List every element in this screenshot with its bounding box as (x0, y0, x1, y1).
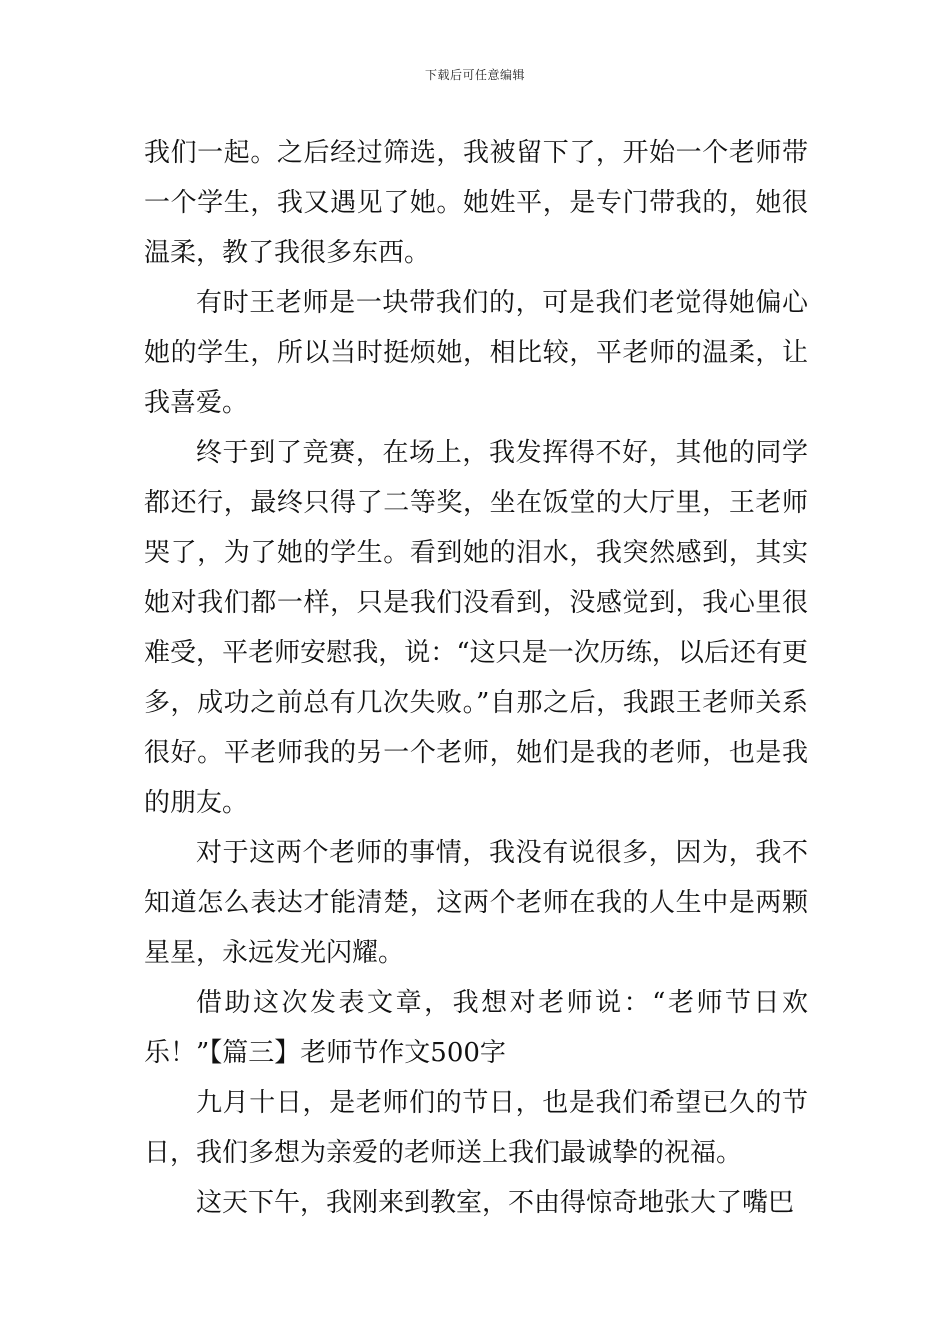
paragraph-6: 九月十日，是老师们的节日，也是我们希望已久的节日，我们多想为亲爱的老师送上我们最诚挚的祝福。 (144, 1088, 808, 1168)
paragraph-2: 有时王老师是一块带我们的，可是我们老觉得她偏心她的学生，所以当时挺烦她，相比较，平老师的温柔，让我喜爱。 (144, 288, 808, 418)
paragraph-7: 这天下午，我刚来到教室，不由得惊奇地张大了嘴巴 (196, 1188, 795, 1218)
page-header: 下载后可任意编辑 (424, 68, 525, 82)
paragraph-1: 我们一起。之后经过筛选，我被留下了，开始一个老师带一个学生，我又遇见了她。她姓平，是专门带我的，她很温柔，教了我很多东西。 (144, 138, 808, 268)
paragraph-5: 借助这次发表文章，我想对老师说：“老师节日欢乐！”【篇三】老师节作文500字 (144, 988, 808, 1068)
paragraph-3: 终于到了竞赛，在场上，我发挥得不好，其他的同学都还行，最终只得了二等奖，坐在饭堂的大厅里，王老师哭了，为了她的学生。看到她的泪水，我突然感到，其实她对我们都一样，只是我们没看到，没感觉到，我心里很难受，平老师安慰我，说：“这只是一次历练，以后还有更多，成功之前总有几次失败。”自那之后，我跟王老师关系很好。平老师我的另一个老师，她们是我的老师，也是我的朋友。 (144, 438, 808, 818)
paragraph-4: 对于这两个老师的事情，我没有说很多，因为，我不知道怎么表达才能清楚，这两个老师在我的人生中是两颗星星，永远发光闪耀。 (144, 838, 808, 968)
article-body (144, 128, 808, 1228)
